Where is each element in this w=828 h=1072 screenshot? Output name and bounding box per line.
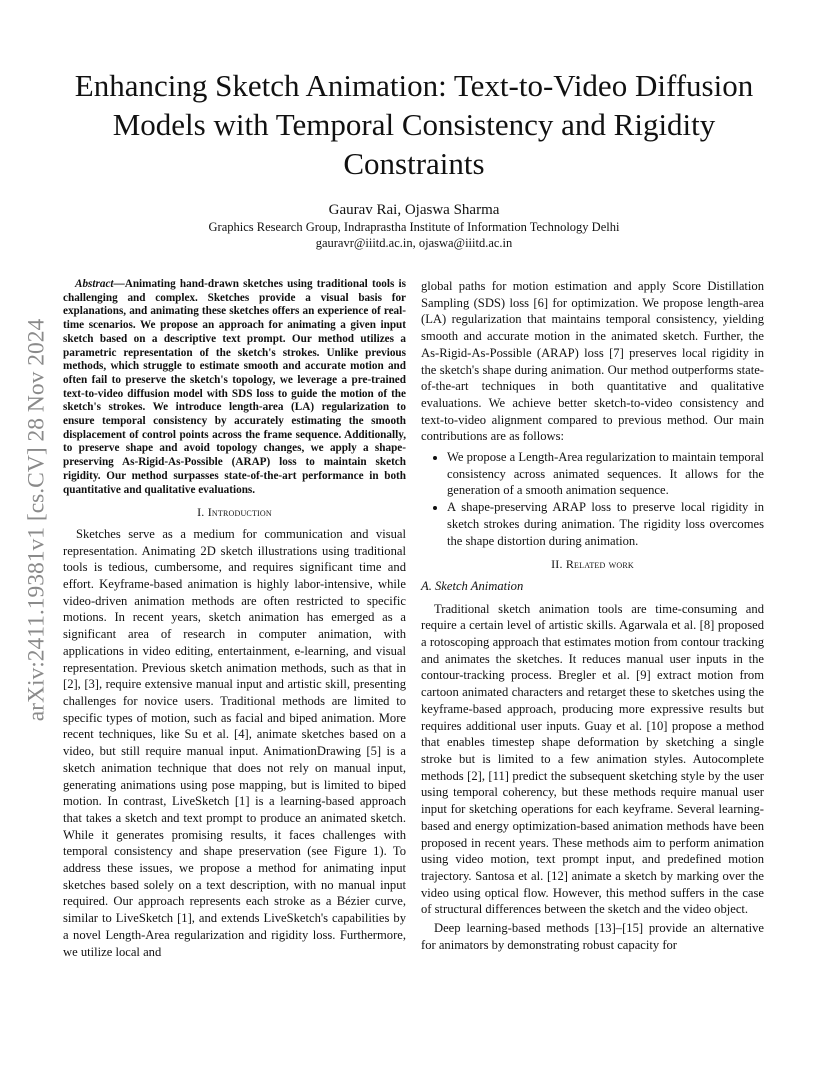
abstract-label: Abstract — [75, 278, 114, 290]
intro-paragraph: Sketches serve as a medium for communication and visual representation. Animating 2D sketch illustrations using traditional tools is tedious, cumbersome, and requires significant time and effort. Keyframe-based animation is highly labor-intensive, while video-driven animation methods are often restricted to specific motions. In recent years, sketch animation has emerged as a significant area of research in computer animation, with applications in video editing, entertainment, e-learning, and visual representation. Previous sketch animation methods, such as that in [2], [3], require extensive manual input and artistic skill, presenting challenges for novice users. Traditional methods are limited to specific types of motion, such as facial and biped animation. More recent techniques, like Su et al. [4], animate sketches based on a video, but still require manual input. AnimationDrawing [5] is a sketch animation technique that does not rely on manual input, generating animations using pose mapping, but is limited to biped motion. In contrast, LiveSketch [1] is a learning-based approach that takes a sketch and text prompt to produce an animated sketch. While it generates promising results, it faces challenges with temporal consistency and shape preservation (see Figure 1). To address these issues, we propose a method for animating input sketches based solely on a text description, with no manual input required. Our approach represents each stroke as a Bézier curve, similar to LiveSketch [1], and extends LiveSketch's capabilities by a novel Length-Area regularization and rigidity loss. Furthermore, we utilize local and — [63, 526, 406, 959]
abstract-text: —Animating hand-drawn sketches using traditional tools is challenging and complex. Sketches provide a visual basis for explanations, and animating these sketches offers an experience of real-time scenarios. We propose an approach for animating a given input sketch based on a descriptive text prompt. Our method utilizes a parametric representation of the sketch's strokes. Unlike previous methods, which struggle to estimate smooth and accurate motion and often fail to preserve the sketch's topology, we leverage a pre-trained text-to-video diffusion model with SDS loss to guide the motion of the sketch's strokes. We introduce length-area (LA) regularization to ensure temporal consistency by accurately estimating the smooth displacement of control points across the frame sequence. Additionally, to preserve shape and avoid topology changes, we apply a shape-preserving As-Rigid-As-Possible (ARAP) loss to maintain sketch rigidity. Our method surpasses state-of-the-art performance in both quantitative and qualitative evaluations. — [63, 278, 406, 496]
left-column — [63, 278, 406, 960]
author-emails: gauravr@iiitd.ac.in, ojaswa@iiitd.ac.in — [315, 236, 513, 250]
intro-heading: I. Introduction — [197, 505, 272, 520]
arxiv-watermark — [22, 280, 52, 760]
contribution-item: • We propose a Length-Area regularization to maintain temporal consistency across animated sequences. It allows for the generation of a smooth animation sequence. — [447, 449, 764, 499]
related-paragraph: Deep learning-based methods [13]–[15] provide an alternative for animators by demonstrating robust capacity for — [421, 921, 764, 952]
related-work-heading: II. Related work — [551, 557, 634, 572]
right-column — [421, 278, 764, 953]
related-paragraph: Traditional sketch animation tools are time-consuming and require a certain level of artistic skills. Agarwala et al. [8] proposed a rotoscoping approach that estimates motion from contour tracking and animates the sketches. It reduces manual user inputs in the contour-tracking process. Bregler et al. [9] extract motion from cartoon animated characters and retarget these to sketches using the keyframe-based approach, producing more expressive results but requires additional user inputs. Guay et al. [10] propose a method that enables timestep shape deformation by sketching a single stroke but is limited to a few animation styles. Autocomplete methods [2], [11] predict the subsequent sketching style by the user using temporal coherency, but these methods require manual user input for sketching operations for each keyframe. Several learning-based and energy optimization-based animation methods have been proposed in recent years. These methods aim to perform animation using video motion, text prompt input, and predefined motion trajectory. Santosa et al. [12] animate a sketch by marking over the video using optical flow. However, this method suffers in the case of structural differences between the sketch and the video object. — [421, 601, 764, 917]
paper-title: Enhancing Sketch Animation: Text-to-Video Diffusion Models with Temporal Consistency and Rigidity Constraints — [74, 68, 754, 181]
sketch-animation-subheading: A. Sketch Animation — [421, 578, 524, 593]
intro-paragraph-continued: global paths for motion estimation and apply Score Distillation Sampling (SDS) loss [6] for optimization. We propose length-area (LA) regularization that maintains temporal consistency, yielding smooth and accurate motion in the animated sketch. Further, the As-Rigid-As-Possible (ARAP) loss [7] preserves local rigidity in the sketch's shape during animation. Our method outperforms state-of-the-art techniques in both quantitative and qualitative evaluations. We achieve better sketch-to-video consistency and text-to-video alignment compared to previous method. Our main contributions are as follows: — [421, 279, 764, 444]
contributions-list — [421, 449, 764, 549]
author-names: Gaurav Rai, Ojaswa Sharma — [328, 202, 500, 218]
affiliation: Graphics Research Group, Indraprastha Institute of Information Technology Delhi — [208, 220, 620, 234]
contribution-item: • A shape-preserving ARAP loss to preserve local rigidity in sketch strokes during animation. The rigidity loss overcomes the shape distortion during animation. — [447, 499, 764, 549]
arxiv-id-text: arXiv:2411.19381v1 [cs.CV] 28 Nov 2024 — [23, 318, 50, 722]
abstract — [63, 278, 406, 497]
